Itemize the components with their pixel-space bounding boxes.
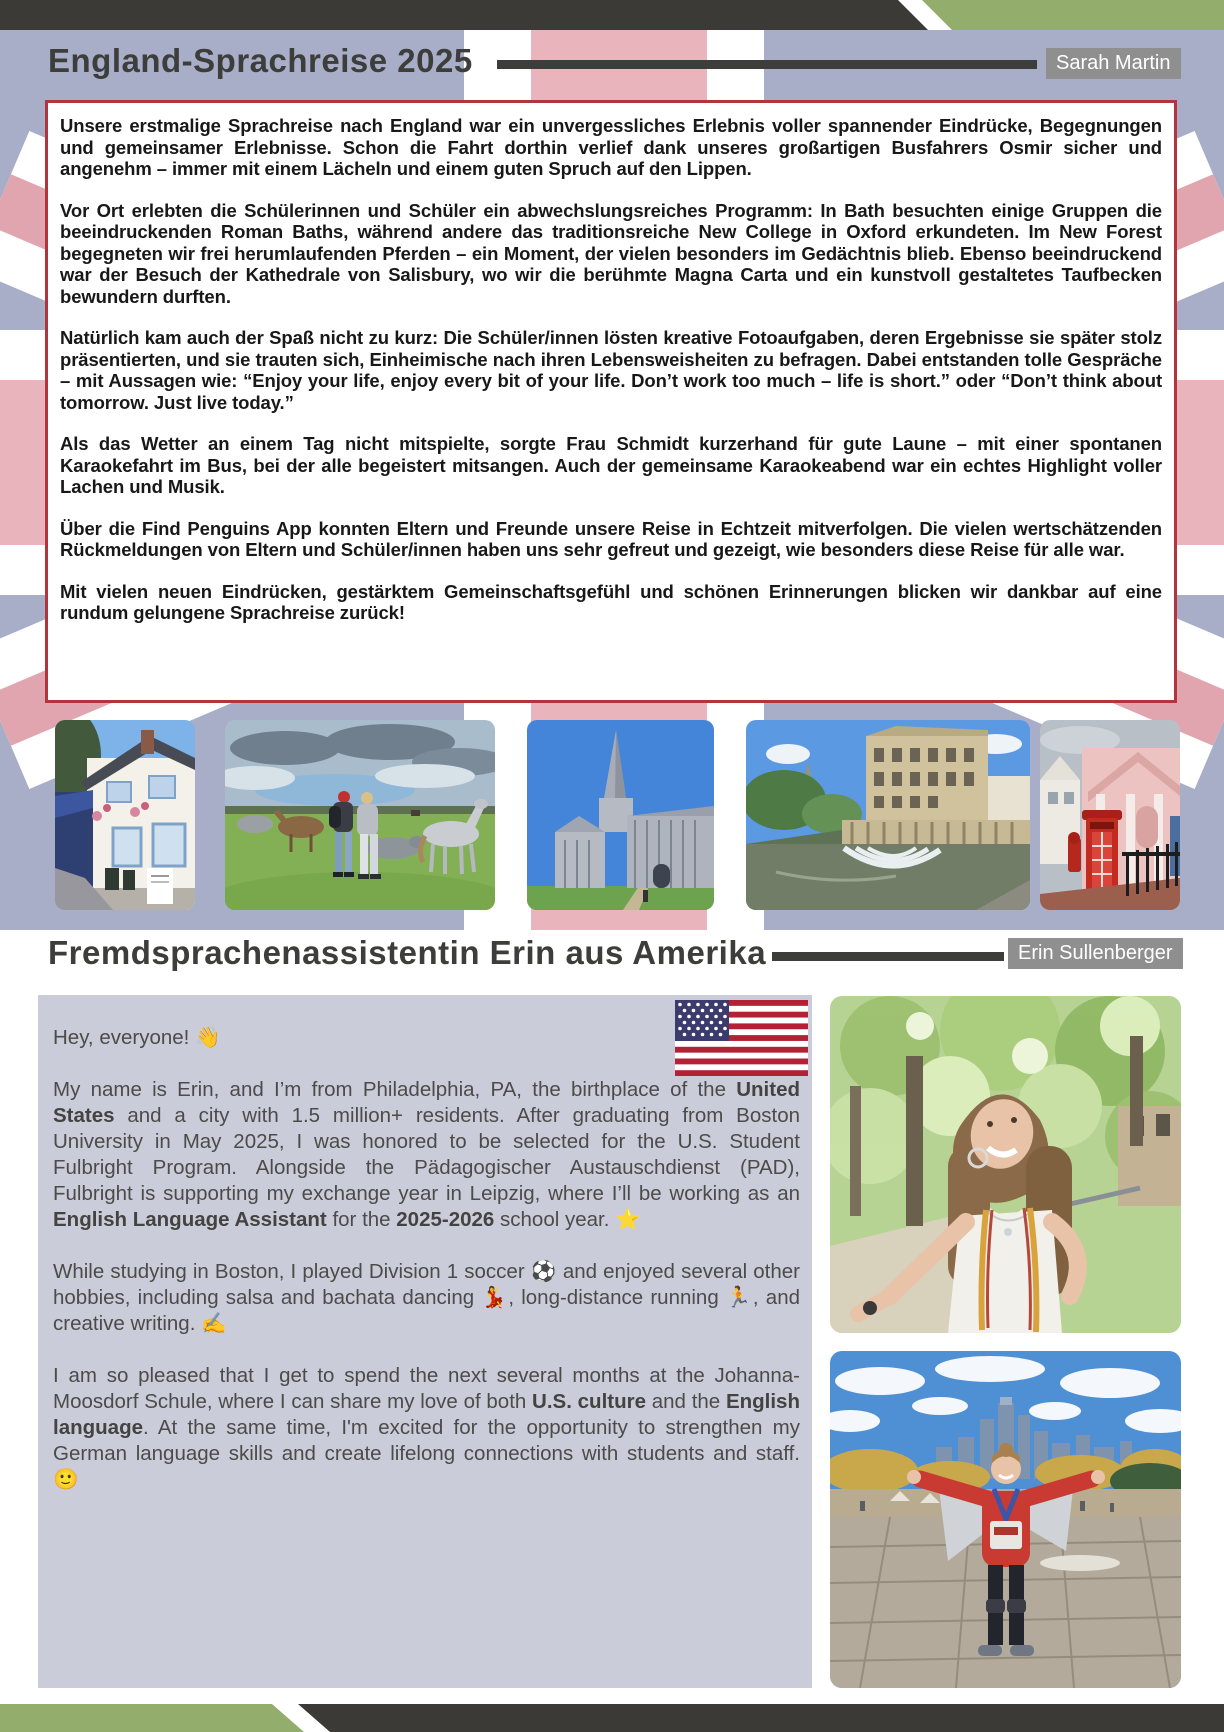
paragraph: I am so pleased that I get to spend the next several months at the Johanna-Moosdorf Schule, where I can share my love of both U.S. culture and the English language. At the same time, I'm excited for the opportunity to strengthen my German language skills and create lifelong connections with students and staff. 🙂	[53, 1364, 800, 1491]
paragraph: My name is Erin, and I’m from Philadelphia, PA, the birthplace of the United States and a city with 1.5 million+ residents. After graduating from Boston University in May 2025, I was honored to be selected for the U.S. Student Fulbright Program. Alongside the Pädagogischer Austauschdienst (PAD), Fulbright is supporting my exchange year in Leipzig, where I’ll be working as an English Language Assistant for the 2025-2026 school year. ⭐	[53, 1078, 800, 1231]
erin-intro-box	[38, 995, 812, 1688]
street-shops-photo	[55, 720, 195, 910]
us-flag-icon	[675, 1000, 808, 1076]
erin-section-title: Fremdsprachenassistentin Erin aus Amerika	[48, 934, 767, 971]
paragraph: Über die Find Penguins App konnten Eltern und Freunde unsere Reise in Echtzeit mitverfolgen. Die vielen wertschätzenden Rückmeldungen von Eltern und Schüler/innen haben uns sehr gefreut und gezeigt, wie besonders diese Reise für alle war.	[60, 517, 1162, 560]
paragraph: Natürlich kam auch der Spaß nicht zu kurz: Die Schüler/innen lösten kreative Fotoaufgaben, deren Ergebnisse sie später stolz präsentierten, und sie trauten sich, Einheimische nach ihren Lebensweisheiten zu befragen. Dabei entstanden tolle Gespräche – mit Aussagen wie: “Enjoy your life, enjoy every bit of your life. Don’t work too much – life is short.” oder “Don’t think about tomorrow. Just live today.”	[60, 327, 1162, 413]
paragraph: Unsere erstmalige Sprachreise nach England war ein unvergessliches Erlebnis voller spannender Eindrücke, Begegnungen und gemeinsamer Erlebnisse. Schon die Fahrt dorthin verlief dank unseres großartigen Busfahrers Osmir sicher und angenehm – immer mit einem Lächeln und einem guten Spruch auf den Lippen.	[60, 115, 1162, 179]
paragraph: Hey, everyone! 👋	[53, 1026, 221, 1049]
top-accent-bar	[0, 0, 1224, 30]
paragraph: While studying in Boston, I played Division 1 soccer ⚽ and enjoyed several other hobbies, including salsa and bachata dancing 💃, long-distance running 🏃, and creative writing. ✍️	[53, 1260, 800, 1335]
bottom-accent-bar	[0, 1704, 1224, 1732]
paragraph: Vor Ort erlebten die Schülerinnen und Schüler ein abwechslungsreiches Programm: In Bath besuchten einige Gruppen die beeindruckenden Roman Baths, während andere das traditionsreiche New College in Oxford erkundeten. Im New Forest begegneten wir frei herumlaufenden Pferden – ein Moment, der vielen besonders im Gedächtnis blieb. Ebenso beeindruckend war der Besuch der Kathedrale von Salisbury, wo wir die berühmte Magna Carta und ein kunstvoll gestaltetes Taufbecken bewundern durften.	[60, 199, 1162, 307]
red-phone-box-photo	[1040, 720, 1180, 910]
england-section-title: England-Sprachreise 2025	[48, 42, 473, 79]
erin-author-badge: Erin Sullenberger	[1008, 938, 1183, 969]
salisbury-cathedral-photo	[527, 720, 714, 910]
england-report-box	[45, 100, 1177, 703]
paragraph: Mit vielen neuen Eindrücken, gestärktem Gemeinschaftsgefühl und schönen Erinnerungen blicken wir dankbar auf eine rundum gelungene Sprachreise zurück!	[60, 580, 1162, 623]
england-author-badge: Sarah Martin	[1046, 48, 1181, 79]
england-title-rule	[497, 60, 1037, 69]
paragraph: Als das Wetter an einem Tag nicht mitspielte, sorgte Frau Schmidt kurzerhand für gute Laune – mit einer spontanen Karaokefahrt im Bus, bei der alle begeistert mitsangen. Auch der gemeinsame Karaokeabend war ein echtes Highlight voller Lachen und Musik.	[60, 433, 1162, 497]
bath-weir-photo	[746, 720, 1030, 910]
erin-graduation-photo	[830, 996, 1181, 1333]
new-forest-horses-photo	[225, 720, 495, 910]
erin-marathon-photo	[830, 1351, 1181, 1688]
erin-title-rule	[772, 952, 1004, 961]
